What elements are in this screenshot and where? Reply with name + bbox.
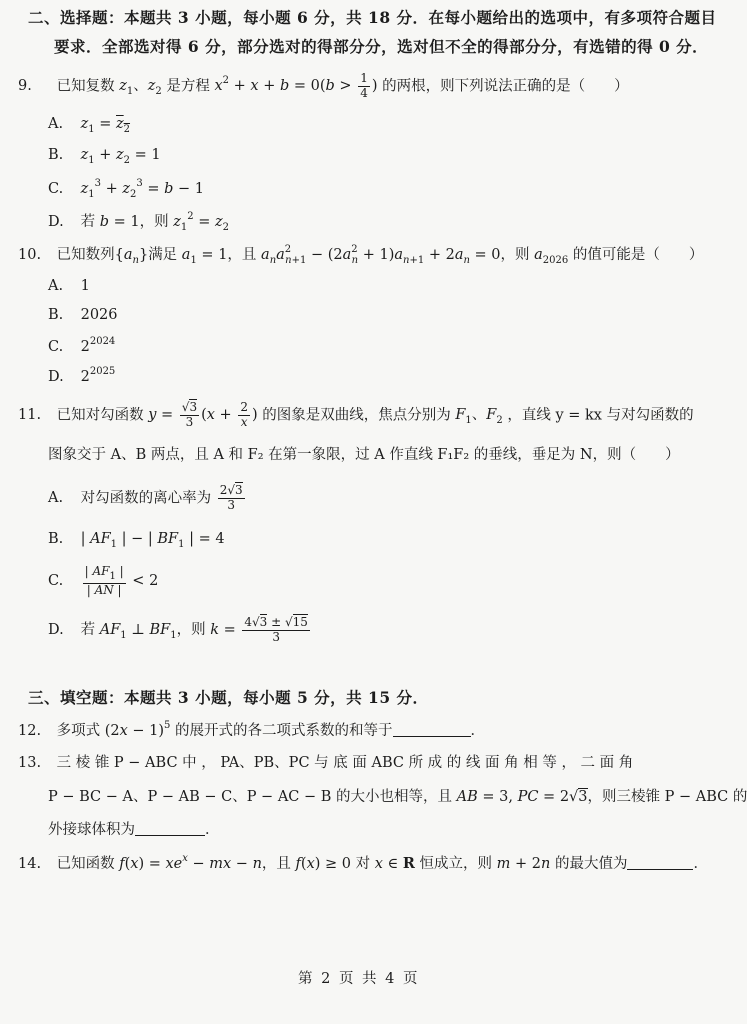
q9-pre: 已知复数 <box>56 78 115 95</box>
q9-option-c-math: $z_1^3 + z_2^3 = b - 1$ <box>80 178 205 200</box>
question-number: 10. <box>18 247 42 263</box>
question-11 <box>18 401 694 430</box>
question-number: 14. <box>18 856 42 872</box>
q11-option-c <box>48 565 158 597</box>
q11-post: 的图象是双曲线，焦点分别为 <box>262 407 451 424</box>
q10-target: $a_{2026}$ <box>534 247 569 266</box>
q13-pc: PC = 2√3 <box>517 789 588 805</box>
option-text: 2026 <box>80 307 118 323</box>
q9-option-d-math: 若 b = 1，则 $z_1^2 = z_2$ <box>80 211 229 233</box>
q11-option-d-math: k = $\frac{4√3 \pm √15}{3}$ <box>210 615 308 644</box>
q11-option-d-pre: 若 $AF_1$ ⊥ $BF_1$，则 <box>80 622 206 642</box>
q14-func: $f(x) = xe^x$ − mx − n <box>119 853 262 872</box>
answer-blank[interactable] <box>393 722 471 737</box>
q11-pre: 已知对勾函数 <box>56 407 144 424</box>
q11-function: y = $\frac{√3}{3}$ (x + $\frac{2}{x}$ ) <box>148 400 258 429</box>
q13-line2-pre: P − BC − A、P − AB − C、P − AC − B 的大小也相等，且 <box>48 789 453 805</box>
option-text: 1 <box>80 278 90 294</box>
q9-option-a <box>48 115 130 137</box>
q10-pre: 已知数列 <box>56 247 115 263</box>
q14-mid: ，且 <box>261 856 291 872</box>
option-text: 对勾函数的离心率为 <box>80 490 212 507</box>
question-10 <box>18 244 703 268</box>
q12-end: ． <box>470 723 486 739</box>
q9-equation: $x^2 + x + b = 0(b$ > $\frac{1}{4}$ ) <box>214 71 378 100</box>
option-letter: D. <box>48 369 64 385</box>
q10-option-c-math: $2^{2024}$ <box>80 336 116 355</box>
q9-post: 的两根，则下列说法正确的是（ ） <box>382 78 629 95</box>
option-letter: C. <box>48 181 64 197</box>
q13-line3-text: 外接球体积为 <box>48 822 135 838</box>
answer-blank[interactable] <box>135 821 205 836</box>
option-letter: D. <box>48 214 64 230</box>
option-letter: A. <box>48 278 64 294</box>
q11-option-c-math: $\frac{| AF_1 |}{| AN |}$ < 2 <box>84 564 159 597</box>
q12-pre: 多项式 <box>56 723 101 739</box>
q9-option-b <box>48 146 161 168</box>
question-9 <box>18 72 629 101</box>
q10-mid: 满足 <box>148 247 178 263</box>
q12-expr: $(2x - 1)^5$ <box>104 720 171 739</box>
q11-option-b-math: | $AF_1$ | − | $BF_1$ | = 4 <box>80 531 225 550</box>
page-footer: 第 2 页 共 4 页 <box>298 971 420 987</box>
q13-line2-post: ，则三棱锥 P − ABC 的 <box>587 789 747 805</box>
question-number: 9. <box>18 78 32 95</box>
q9-roots: $z_1$、$z_2$ <box>119 78 162 98</box>
q12-post: 的展开式的各二项式系数的和等于 <box>175 723 393 739</box>
question-number: 11. <box>18 407 42 424</box>
q10-option-c <box>48 336 115 356</box>
q10-option-a <box>48 277 90 295</box>
answer-blank[interactable] <box>627 855 693 870</box>
q13-line2: P − BC − A、P − AB − C、P − AC − B 的大小也相等，且 AB = 3, PC = 2√3，则三棱锥 P − ABC 的 <box>48 789 747 805</box>
option-letter: B. <box>48 531 64 547</box>
q11-line2: 图象交于 A、B 两点，且 A 和 F₂ 在第一象限，过 A 作直线 F₁F₂ 的垂线，垂足为 N，则（ ） <box>48 447 680 463</box>
q10-post: 的值可能是（ ） <box>572 247 704 263</box>
option-letter: A. <box>48 116 64 132</box>
question-number: 13. <box>18 755 42 771</box>
q10-option-b <box>48 306 118 324</box>
q10-seq: $\{a_n\}$ <box>114 247 149 266</box>
q13-line3 <box>48 821 220 839</box>
question-14 <box>18 853 708 873</box>
q10-init: $a_1 = 1$ <box>181 247 228 266</box>
section3-heading: 三、填空题：本题共 3 小题，每小题 5 分，共 15 分． <box>28 688 429 707</box>
section2-heading: 二、选择题：本题共 3 小题，每小题 6 分，共 18 分．在每小题给出的选项中，有多项符合题目 <box>28 8 717 27</box>
q14-post: ，则 m + 2n 的最大值为 <box>463 856 628 872</box>
q11-foci: $F_1$、$F_2$ <box>455 407 503 427</box>
option-letter: A. <box>48 490 64 507</box>
question-13 <box>18 754 633 772</box>
q14-cond: f(x) ≥ 0 对 x ∈ R 恒成立 <box>295 855 464 872</box>
question-number: 12. <box>18 723 42 739</box>
q10-recurrence: $a_na^2_{n+1} - (2a^2_n + 1)a_{n+1} + 2a_n = 0$ <box>261 244 501 266</box>
q14-pre: 已知函数 <box>56 856 115 872</box>
q11-option-d <box>48 616 312 645</box>
section2-heading-cont: 要求．全部选对得 6 分，部分选对的得部分分，选对但不全的得部分分，有选错的得 0 分． <box>54 37 709 56</box>
q10-mid3: ，则 <box>500 247 530 263</box>
question-12 <box>18 720 485 740</box>
option-letter: B. <box>48 147 64 163</box>
q9-option-a-math: $z_1 = z_2$ <box>80 116 131 135</box>
q13-ab: AB = 3 <box>456 789 509 805</box>
option-letter: C. <box>48 573 64 590</box>
q14-end: ． <box>693 856 708 872</box>
q13-end: ． <box>205 822 220 838</box>
q11-option-a-fraction: $\frac{2√3}{3}$ <box>219 483 243 512</box>
q9-option-b-math: $z_1 + z_2 = 1$ <box>80 147 161 166</box>
q11-option-b <box>48 530 225 552</box>
q9-mid: 是方程 <box>166 78 210 95</box>
q11-end: ，直线 y = kx 与对勾函数的 <box>507 407 694 424</box>
option-letter: D. <box>48 622 64 639</box>
q11-option-a <box>48 484 247 513</box>
q9-option-c <box>48 178 204 202</box>
option-letter: B. <box>48 307 64 323</box>
q10-option-d <box>48 366 115 386</box>
q9-option-d <box>48 211 229 235</box>
q10-option-d-math: $2^{2025}$ <box>80 366 116 385</box>
q13-line1: 三 棱 锥 P − ABC 中 ， PA、PB、PC 与 底 面 ABC 所 成 的 线 面 角 相 等 ， 二 面 角 <box>56 755 634 771</box>
option-letter: C. <box>48 339 64 355</box>
q10-mid2: ，且 <box>227 247 257 263</box>
